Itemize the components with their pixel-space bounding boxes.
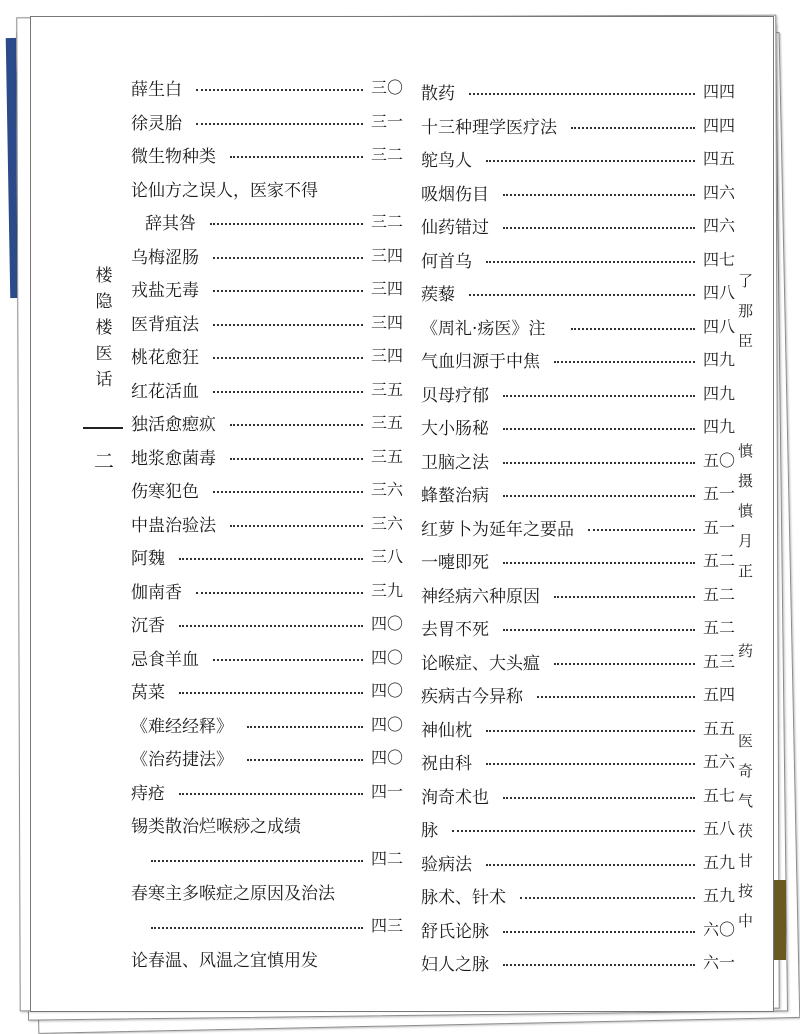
toc-entry: [421, 113, 739, 143]
adjacent-page-char: 月: [738, 532, 754, 550]
side-title-char: 话: [95, 370, 113, 390]
toc-page-number: 三二: [371, 145, 404, 164]
toc-entry-title: 神经病六种原因: [421, 586, 540, 607]
toc-entry-title: 春寒主多喉症之原因及治法: [131, 884, 335, 904]
toc-entry-title: 薛生白: [131, 80, 182, 100]
toc-entry: [421, 682, 739, 712]
toc-page-number: 四〇: [371, 748, 404, 767]
toc-leader-dots: [571, 113, 695, 129]
toc-page-number: 五五: [703, 718, 736, 738]
toc-leader-dots: [503, 615, 695, 631]
toc-entry: [131, 578, 407, 608]
toc-page-number: 四一: [371, 781, 404, 801]
toc-leader-dots: [210, 209, 363, 225]
side-title-char: 医: [95, 344, 113, 364]
toc-entry-title: 疾病古今异称: [421, 687, 523, 707]
toc-entry-title: 辞其咎: [145, 214, 196, 234]
toc-entry: [421, 950, 739, 980]
toc-leader-dots: [486, 716, 695, 732]
toc-entry: [131, 946, 407, 976]
toc-entry: [421, 515, 739, 545]
toc-page-number: 四〇: [371, 647, 404, 667]
page-edge-gold: [772, 880, 786, 960]
toc-entry-title: 医背疽法: [131, 314, 199, 335]
toc-entry-title: 论春温、风温之宜慎用发: [131, 951, 318, 971]
toc-leader-dots: [230, 511, 363, 527]
toc-leader-dots: [179, 678, 363, 694]
toc-page-number: 四八: [703, 283, 736, 302]
toc-entry: [131, 276, 407, 306]
toc-page-number: 六一: [703, 953, 736, 972]
toc-entry-title: 蜂螯治病: [421, 486, 489, 506]
toc-leader-dots: [503, 481, 695, 497]
toc-page-number: 四五: [703, 149, 736, 168]
toc-entry-title: 阿魏: [131, 549, 165, 569]
toc-leader-dots: [213, 343, 363, 359]
toc-page-number: 五八: [703, 819, 736, 838]
toc-entry-title: 戎盐无毒: [131, 281, 199, 301]
toc-leader-dots: [213, 377, 363, 393]
toc-entry-title: 脉: [421, 821, 438, 841]
toc-entry: [421, 582, 739, 612]
toc-leader-dots: [486, 146, 695, 162]
toc-entry-title: 十三种理学医疗法: [421, 117, 557, 138]
side-title-char: 隐: [95, 292, 113, 312]
toc-leader-dots: [469, 280, 695, 296]
toc-entry-title: 去胃不死: [421, 620, 489, 640]
toc-leader-dots: [520, 883, 695, 899]
toc-leader-dots: [503, 950, 695, 966]
toc-page-number: 五九: [703, 852, 736, 872]
toc-entry-title: 论仙方之误人，医家不得: [131, 180, 318, 201]
toc-entry: [131, 477, 407, 507]
toc-leader-dots: [486, 850, 695, 866]
toc-page-number: 四〇: [371, 714, 404, 734]
toc-page-number: 四〇: [371, 681, 404, 700]
toc-entry: [131, 913, 407, 943]
adjacent-page-char: 按: [738, 882, 754, 900]
side-title-char: 楼: [95, 318, 113, 338]
toc-entry: [421, 548, 739, 578]
toc-entry: [131, 109, 407, 139]
toc-entry: [131, 611, 407, 641]
toc-entry: [131, 444, 407, 474]
toc-entry-title: 沉香: [131, 616, 165, 636]
adjacent-page-char: [738, 230, 753, 251]
toc-entry: [421, 716, 739, 746]
toc-leader-dots: [230, 444, 363, 460]
toc-leader-dots: [213, 477, 363, 493]
toc-page-number: 五六: [703, 752, 736, 771]
toc-leader-dots: [503, 783, 695, 799]
toc-page-number: 三〇: [371, 78, 404, 97]
toc-entry: [421, 448, 739, 478]
toc-leader-dots: [247, 712, 363, 728]
toc-entry-title: 仙药错过: [421, 218, 489, 238]
toc-leader-dots: [230, 410, 363, 426]
toc-entry: [421, 180, 739, 210]
toc-page-number: 四六: [703, 182, 736, 202]
toc-entry: [131, 712, 407, 742]
toc-entry-title: 舒氏论脉: [421, 921, 489, 942]
toc-entry: [421, 816, 739, 846]
toc-entry: [131, 645, 407, 675]
toc-entry-title: 验病法: [421, 854, 472, 875]
adjacent-page-char: 药: [738, 642, 754, 660]
toc-entry: [421, 381, 739, 411]
toc-page-number: 四九: [703, 383, 736, 403]
adjacent-page-char: 了: [738, 272, 754, 290]
toc-entry: [131, 377, 407, 407]
toc-page-number: 三五: [371, 446, 404, 466]
toc-entry-title: 大小肠秘: [421, 419, 489, 439]
toc-entry: [421, 649, 739, 679]
main-page: [30, 16, 774, 1012]
toc-entry: [131, 511, 407, 541]
toc-leader-dots: [213, 645, 363, 661]
toc-leader-dots: [503, 180, 695, 196]
toc-entry-title: 鸵鸟人: [421, 151, 472, 171]
toc-entry-title: 祝由科: [421, 754, 472, 774]
toc-page-number: 五二: [703, 584, 736, 604]
toc-entry-title: 徐灵胎: [131, 113, 182, 134]
toc-leader-dots: [486, 749, 695, 765]
toc-page-number: 四六: [703, 216, 736, 235]
toc-page-number: 五一: [703, 484, 736, 503]
toc-leader-dots: [554, 582, 695, 598]
toc-leader-dots: [503, 213, 695, 229]
toc-page-number: 三五: [371, 413, 404, 432]
toc-leader-dots: [503, 917, 695, 933]
toc-entry-title: 红花活血: [131, 381, 199, 402]
adjacent-page-char: 医: [738, 732, 754, 750]
toc-entry-title: 地浆愈菌毒: [131, 448, 216, 469]
toc-leader-dots: [230, 142, 363, 158]
toc-page-number: 三五: [371, 379, 404, 399]
toc-leader-dots: [151, 913, 363, 929]
toc-entry: [421, 850, 739, 880]
toc-page-number: 四〇: [371, 614, 404, 633]
toc-entry: [131, 846, 407, 876]
toc-entry: [421, 783, 739, 813]
toc-entry-title: 《周礼·疡医》注: [421, 318, 546, 339]
toc-entry-title: 神仙枕: [421, 720, 472, 741]
toc-entry: [131, 410, 407, 440]
toc-leader-dots: [452, 816, 695, 832]
toc-entry-title: 忌食羊血: [131, 649, 199, 670]
toc-entry: [131, 343, 407, 373]
toc-entry: [421, 79, 739, 109]
toc-page-number: 三六: [371, 480, 404, 499]
toc-leader-dots: [213, 243, 363, 259]
toc-entry: [131, 310, 407, 340]
toc-entry-title: 《难经经释》: [131, 716, 233, 737]
toc-page-number: 五七: [703, 785, 736, 805]
toc-page-number: 四九: [703, 350, 736, 369]
side-page-number: 二: [94, 449, 114, 473]
toc-page-number: 五一: [703, 517, 736, 537]
toc-leader-dots: [151, 846, 363, 862]
toc-page-number: 四九: [703, 417, 736, 436]
toc-entry: [421, 247, 739, 277]
toc-entry: [131, 75, 407, 105]
adjacent-page-char: 慎: [738, 442, 754, 460]
toc-entry-title: 微生物种类: [131, 147, 216, 167]
toc-leader-dots: [588, 515, 695, 531]
adjacent-page-char: 那: [738, 302, 754, 320]
toc-entry-title: 论喉症、大头瘟: [421, 653, 540, 674]
toc-page-number: 四四: [703, 115, 736, 135]
toc-leader-dots: [571, 314, 695, 330]
adjacent-page-char: 摄: [738, 472, 754, 490]
toc-entry: [131, 779, 407, 809]
toc-leader-dots: [179, 779, 363, 795]
toc-page-number: 四七: [703, 249, 736, 269]
toc-entry-title: 散药: [421, 84, 455, 104]
toc-entry-title: 莴菜: [131, 683, 165, 703]
toc-entry: [131, 544, 407, 574]
toc-entry-title: 桃花愈狂: [131, 348, 199, 368]
adjacent-page-char: 中: [738, 912, 754, 930]
adjacent-page-char: 气: [738, 792, 754, 810]
toc-entry: [421, 213, 739, 243]
toc-page-number: 四二: [371, 848, 404, 868]
toc-entry: [131, 812, 407, 842]
toc-page-number: 五九: [703, 886, 736, 905]
toc-page-number: 三四: [371, 346, 404, 365]
toc-page-number: 五〇: [703, 450, 736, 470]
toc-entry: [421, 347, 739, 377]
toc-leader-dots: [503, 448, 695, 464]
toc-entry-title: 锡类散治烂喉痧之成绩: [131, 817, 301, 837]
toc-entry: [145, 209, 407, 239]
toc-leader-dots: [554, 649, 695, 665]
toc-entry-title: 《治药捷法》: [131, 750, 233, 770]
toc-entry: [421, 414, 739, 444]
toc-leader-dots: [247, 745, 363, 761]
toc-page-number: 五四: [703, 685, 736, 704]
toc-entry-title: 脉术、针术: [421, 888, 506, 908]
toc-entry-title: 吸烟伤目: [421, 184, 489, 205]
toc-page-number: 五二: [703, 618, 736, 637]
toc-leader-dots: [469, 79, 695, 95]
toc-entry: [131, 678, 407, 708]
side-title-char: 楼: [95, 266, 113, 286]
toc-page-number: 三四: [371, 312, 404, 332]
toc-entry: [421, 280, 739, 310]
toc-entry-title: 贝母疗郁: [421, 385, 489, 406]
toc-leader-dots: [179, 544, 363, 560]
toc-leader-dots: [213, 310, 363, 326]
toc-entry-title: 乌梅涩肠: [131, 247, 199, 268]
adjacent-page-char: 正: [738, 562, 754, 580]
toc-entry-title: 洵奇术也: [421, 787, 489, 808]
toc-page-number: 三八: [371, 547, 404, 566]
toc-leader-dots: [196, 75, 363, 91]
toc-entry-title: 红萝卜为延年之要品: [421, 519, 574, 540]
toc-page-number: 三四: [371, 279, 404, 298]
adjacent-page-char: 慎: [738, 502, 754, 520]
toc-leader-dots: [486, 247, 695, 263]
side-divider: [83, 427, 123, 429]
toc-entry: [421, 749, 739, 779]
toc-entry-title: 伽南香: [131, 582, 182, 603]
adjacent-page-char: 奇: [738, 762, 754, 780]
toc-page-number: 三一: [371, 111, 404, 131]
toc-entry: [421, 314, 739, 344]
toc-entry-title: 卫脑之法: [421, 452, 489, 473]
toc-page-number: 四八: [703, 316, 736, 336]
toc-page-number: 三六: [371, 513, 404, 533]
toc-entry-title: 中蛊治验法: [131, 515, 216, 536]
toc-entry: [131, 745, 407, 775]
toc-leader-dots: [503, 414, 695, 430]
toc-page-number: 五二: [703, 551, 736, 570]
toc-entry: [131, 142, 407, 172]
adjacent-page-char: 甘: [738, 852, 754, 870]
toc-leader-dots: [213, 276, 363, 292]
toc-entry: [131, 879, 407, 909]
toc-leader-dots: [179, 611, 363, 627]
toc-entry-title: 妇人之脉: [421, 955, 489, 975]
toc-entry-title: 何首乌: [421, 251, 472, 272]
toc-page-number: 六〇: [703, 919, 736, 939]
toc-entry-title: 蒺藜: [421, 285, 455, 305]
toc-entry: [421, 146, 739, 176]
toc-entry-title: 痔疮: [131, 783, 165, 804]
toc-entry: [131, 243, 407, 273]
toc-leader-dots: [196, 578, 363, 594]
toc-page-number: 四四: [703, 82, 736, 101]
toc-page-number: 三四: [371, 245, 404, 265]
toc-entry: [421, 615, 739, 645]
toc-entry-title: 伤寒犯色: [131, 482, 199, 502]
toc-page-number: 三九: [371, 580, 404, 600]
adjacent-page-char: 茯: [738, 822, 754, 840]
toc-leader-dots: [503, 381, 695, 397]
toc-page-number: 三二: [371, 212, 404, 231]
toc-entry: [421, 481, 739, 511]
toc-leader-dots: [196, 109, 363, 125]
toc-entry-title: 气血归源于中焦: [421, 352, 540, 372]
toc-entry-title: 独活愈瘛疭: [131, 415, 216, 435]
toc-entry: [421, 883, 739, 913]
toc-entry-title: 一嚏即死: [421, 553, 489, 573]
toc-page-number: 五三: [703, 651, 736, 671]
toc-entry: [131, 176, 407, 206]
toc-leader-dots: [503, 548, 695, 564]
adjacent-page-char: 臣: [738, 332, 754, 350]
toc-entry: [421, 917, 739, 947]
side-running-title: [89, 263, 119, 393]
toc-leader-dots: [537, 682, 695, 698]
toc-page-number: 四三: [371, 915, 404, 935]
toc-leader-dots: [554, 347, 695, 363]
